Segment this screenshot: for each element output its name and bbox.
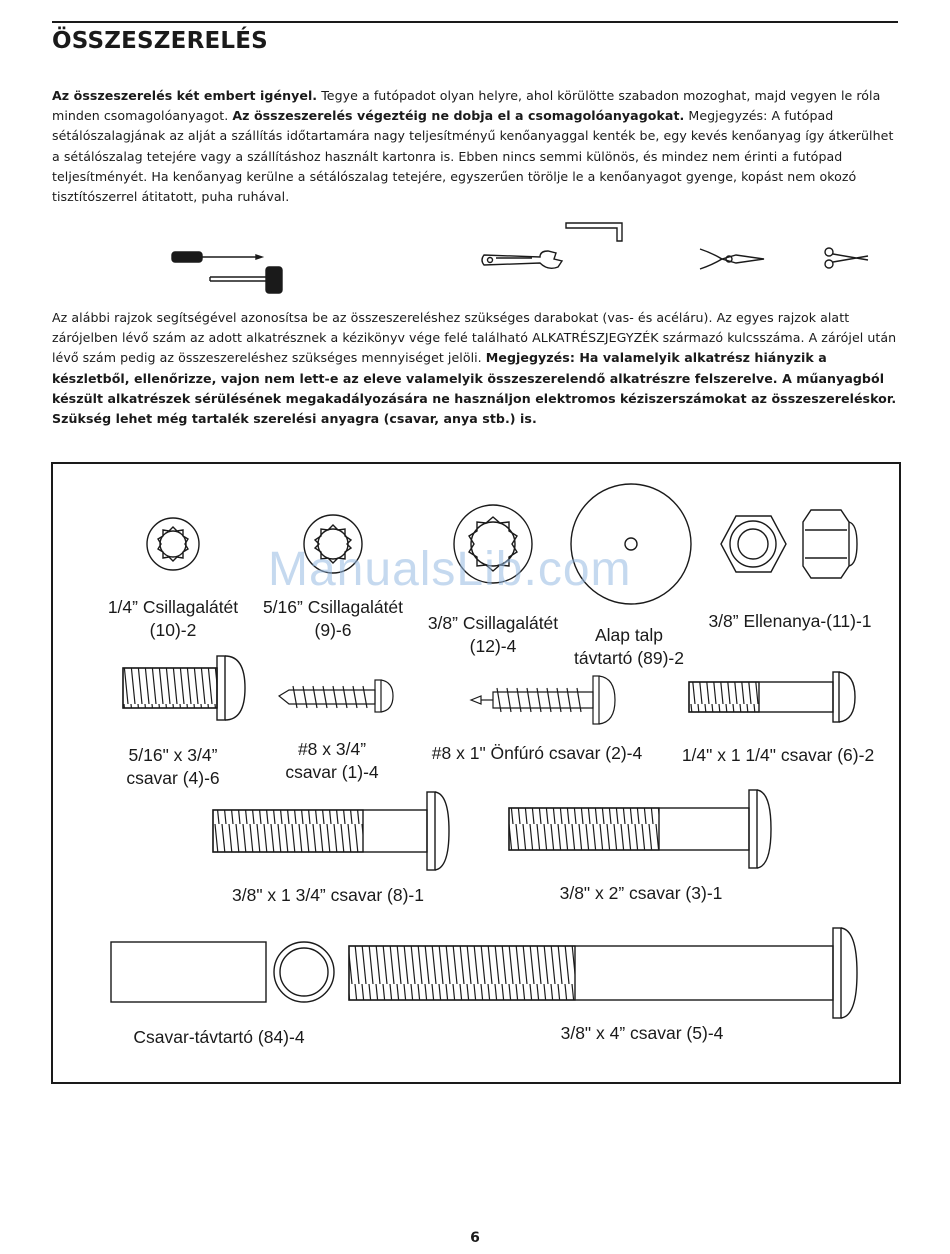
intro-paragraph bbox=[52, 86, 900, 207]
label-bolt-1-4x1-1-4 bbox=[669, 744, 887, 767]
top-rule bbox=[52, 21, 898, 23]
page-title: ÖSSZESZERELÉS bbox=[52, 28, 268, 54]
tools-illustration bbox=[0, 215, 950, 305]
label-bolt-3-8x1-3-4 bbox=[219, 884, 437, 907]
intro-text-a: Tegye a futópadot olyan helyre, ahol körülötte szabadon mozoghat, majd vegyen le róla minden csomagolóanyagot. bbox=[52, 88, 881, 124]
label-bolt-5-16x3-4 bbox=[103, 744, 243, 790]
identify-note: Megjegyzés: Ha valamelyik alkatrész hiányzik a készletből, ellenőrizze, vajon nem lett-e az eleve valamelyik összeszerelendő alkatrészre felszerelve. A műanyagból készült alkatrészek sérülésének megakadályozására ne használjon elektromos kéziszerszámokat az összeszereléskor. Szükség lehet még tartalék szerelési anyagra (csavar, anya stb.) is. bbox=[52, 350, 897, 427]
label-line: Alap talp bbox=[594, 625, 664, 645]
page-number: 6 bbox=[470, 1230, 480, 1246]
label-line: (9)-6 bbox=[314, 620, 352, 640]
label-line: 5/16” Csillagalátét bbox=[262, 597, 404, 617]
screw-8x3-4-icon bbox=[279, 680, 393, 712]
label-bolt-spacer bbox=[119, 1026, 319, 1049]
label-line: #8 x 1" Önfúró csavar (2)-4 bbox=[431, 743, 643, 763]
screwdriver-icon bbox=[172, 252, 262, 262]
needle-nose-pliers-icon bbox=[700, 249, 764, 269]
label-star-washer-5-16 bbox=[251, 596, 415, 642]
label-line: 3/8" x 1 3/4” csavar (8)-1 bbox=[232, 885, 424, 905]
label-self-tapping-screw bbox=[415, 742, 659, 765]
label-line: Csavar-távtartó (84)-4 bbox=[133, 1027, 305, 1047]
identify-paragraph bbox=[52, 308, 900, 429]
bolt-1-4x1-1-4-icon bbox=[689, 672, 855, 722]
intro-text-b: Megjegyzés: A futópad sétálószalagjának az alját a szállítás időtartamára nagy teljesítményű kenőanyaggal kenték be, egy kevés kenőanyag így átkerülhet a sétálószalag tetejére vagy a szállításhoz használt kartonra is. Ebben nincs semmi különös, és mindez nem érinti a futópad teljesítményét. Ha kenőanyag kerülne a sétálószalag tetejére, egyszerűen törölje le a kenőanyagot gyenge, kopást nem okozó tisztítószerrel átitatott, puha ruhával. bbox=[52, 108, 894, 205]
intro-lead: Az összeszerelés két embert igényel. bbox=[52, 88, 318, 103]
label-bolt-3-8x2 bbox=[541, 882, 741, 905]
bolt-3-8x2-icon bbox=[509, 790, 771, 868]
label-line: 3/8” Csillagalátét bbox=[427, 613, 559, 633]
bolt-5-16x3-4-icon bbox=[123, 656, 245, 720]
scissors-icon bbox=[825, 248, 868, 268]
locknut-icon bbox=[721, 510, 857, 578]
label-locknut bbox=[693, 610, 887, 633]
bolt-3-8x4-icon bbox=[349, 928, 857, 1018]
label-line: csavar (1)-4 bbox=[285, 762, 379, 782]
label-line: 3/8” Ellenanya-(11)-1 bbox=[708, 611, 872, 631]
label-screw-8x3-4 bbox=[267, 738, 397, 784]
label-line: 5/16" x 3/4” bbox=[128, 745, 218, 765]
label-bolt-3-8x4 bbox=[547, 1022, 737, 1045]
label-star-washer-quarter bbox=[93, 596, 253, 642]
label-line: (12)-4 bbox=[469, 636, 517, 656]
label-line: #8 x 3/4” bbox=[297, 739, 367, 759]
intro-warning: Az összeszerelés végeztéig ne dobja el a csomagolóanyagokat. bbox=[232, 108, 685, 124]
self-tapping-screw-8x1-icon bbox=[471, 676, 615, 724]
label-star-washer-3-8 bbox=[413, 612, 573, 658]
identify-text: Az alábbi rajzok segítségével azonosítsa be az összeszereléshez szükséges darabokat (vas- és acéláru). Az egyes rajzok alatt zárójelben lévő szám az adott alkatrésznek a kézikönyv vége felé található ALKATRÉSZJEGYZÉK származó kulcsszáma. A zárójel után lévő szám pedig az összeszereléshez szükséges mennyiséget jelöli. bbox=[52, 310, 897, 366]
label-line: távtartó (89)-2 bbox=[574, 648, 684, 668]
label-line: 3/8" x 2” csavar (3)-1 bbox=[559, 883, 723, 903]
adjustable-wrench-icon bbox=[482, 251, 562, 268]
label-line: 1/4” Csillagalátét bbox=[107, 597, 239, 617]
label-line: (10)-2 bbox=[149, 620, 197, 640]
bolt-spacer-icon bbox=[111, 942, 334, 1002]
label-line: 3/8" x 4” csavar (5)-4 bbox=[560, 1023, 724, 1043]
label-line: 1/4" x 1 1/4" csavar (6)-2 bbox=[681, 745, 875, 765]
label-base-spacer bbox=[559, 624, 699, 670]
watermark: ManualsLib.com bbox=[268, 543, 632, 596]
hex-key-icon bbox=[566, 223, 622, 241]
star-washer-quarter-icon bbox=[147, 518, 199, 570]
bolt-3-8x1-3-4-icon bbox=[213, 792, 449, 870]
mallet-icon bbox=[210, 267, 282, 293]
label-line: csavar (4)-6 bbox=[126, 768, 220, 788]
